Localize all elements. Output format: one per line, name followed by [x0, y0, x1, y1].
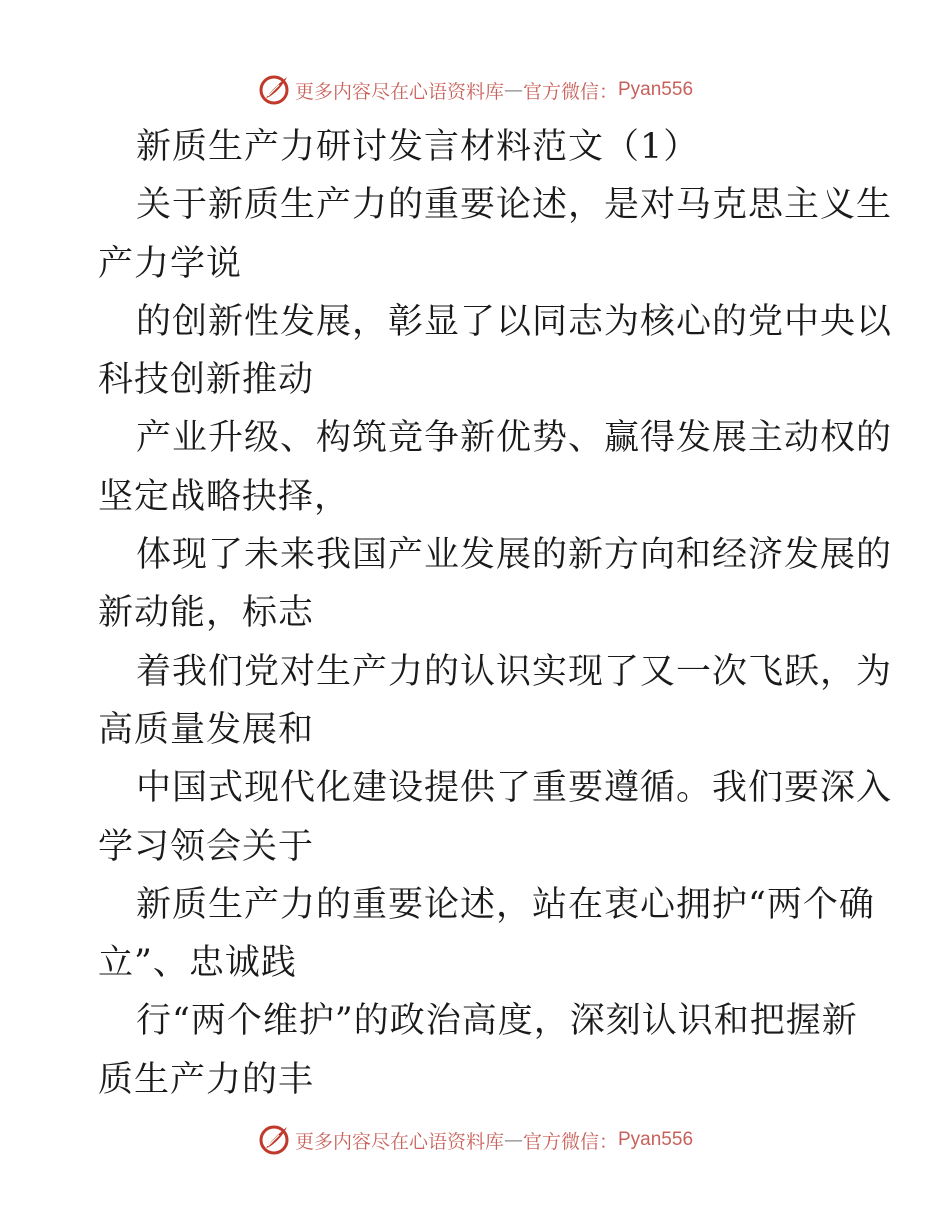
banner-wechat-id: Pyan556	[618, 79, 694, 100]
text-line: 产力学说	[98, 243, 243, 284]
text-line: 坚定战略抉择，	[98, 476, 351, 517]
text-line: 新动能，标志	[98, 593, 315, 634]
text-line: 关于新质生产力的重要论述，是对马克思主义生	[136, 185, 893, 226]
header-banner	[0, 70, 950, 110]
text-line: 科技创新推动	[98, 360, 315, 401]
text-line: 新质生产力研讨发言材料范文（1）	[136, 127, 700, 167]
text-line: 新质生产力的重要论述，站在衷心拥护“两个确	[136, 884, 875, 925]
text-line: 的创新性发展，彰显了以同志为核心的党中央以	[136, 301, 893, 342]
text-line: 学习领会关于	[98, 826, 315, 867]
text-line: 着我们党对生产力的认识实现了又一次飞跃，为	[136, 651, 893, 692]
banner-wechat-id: Pyan556	[618, 1129, 694, 1150]
text-line: 高质量发展和	[98, 709, 315, 750]
banner-text: 更多内容尽在心语资料库	[294, 1130, 504, 1153]
text-line: 立”、忠诚践	[98, 943, 297, 984]
text-line: 行“两个维护”的政治高度，深刻认识和把握新	[136, 1001, 858, 1042]
document-body	[98, 118, 893, 1109]
banner-text: 更多内容尽在心语资料库	[294, 80, 504, 103]
quill-logo-icon	[257, 73, 291, 107]
text-line: 中国式现代化建设提供了重要遵循。我们要深入	[136, 768, 893, 809]
banner-separator: —	[503, 1129, 523, 1151]
text-line: 质生产力的丰	[98, 1059, 315, 1100]
banner-wechat-label: 官方微信：	[522, 80, 618, 103]
footer-banner	[0, 1120, 950, 1160]
quill-logo-icon	[257, 1123, 291, 1157]
banner-separator: —	[503, 79, 523, 101]
text-line: 产业升级、构筑竞争新优势、赢得发展主动权的	[136, 418, 893, 459]
banner-wechat-label: 官方微信：	[522, 1130, 618, 1153]
text-line: 体现了未来我国产业发展的新方向和经济发展的	[136, 535, 893, 576]
